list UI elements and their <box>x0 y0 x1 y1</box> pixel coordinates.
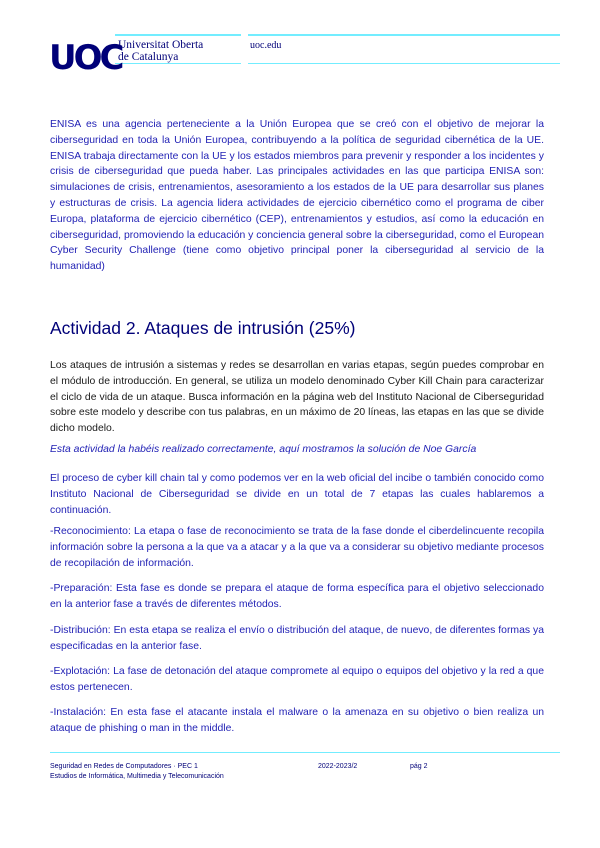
section-title: Actividad 2. Ataques de intrusión (25%) <box>50 318 356 338</box>
answer-intro: El proceso de cyber kill chain tal y como podemos ver en la web oficial del incibe o también conocido como Instituto Nacional de Ciberseguridad se divide en un total de 7 etapas las cuales hablaremos a continuación. <box>50 473 544 516</box>
footer-rule <box>50 752 560 753</box>
answer-stage-distribucion: -Distribución: En esta etapa se realiza el envío o distribución del ataque, de nuevo, de diferentes formas ya especificadas en la anterior fase. <box>50 625 544 652</box>
logo-letters: UOC <box>49 38 122 78</box>
header-rule-logo-bottom <box>115 63 241 64</box>
answer-stage-preparacion: -Preparación: Esta fase es donde se prepara el ataque de forma específica para el objetivo seleccionado en la anterior fase a través de diferentes métodos. <box>50 583 544 610</box>
answer-stage-reconocimiento: -Reconocimiento: La etapa o fase de reconocimiento se trata de la fase donde el ciberdelincuente recopila información sobre la persona a la que va a atacar y a la que va a considerar su objetivo mediante procesos de recopilación de información. <box>50 526 544 569</box>
footer-studies: Estudios de Informática, Multimedia y Telecomunicación <box>50 773 224 780</box>
uoc-logo <box>49 36 122 78</box>
header-rule-left <box>115 34 241 36</box>
university-name-line2: de Catalunya <box>118 51 179 63</box>
answer-stage-instalacion: -Instalación: En esta fase el atacante instala el malware o la amenaza en su objetivo o bien realiza un ataque de phishing o man in the middle. <box>50 707 544 734</box>
footer-year: 2022-2023/2 <box>318 763 358 770</box>
header-rule-site-bottom <box>248 63 560 64</box>
activity-statement: Los ataques de intrusión a sistemas y redes se desarrollan en varias etapas, según puedes comprobar en el módulo de introducción. En general, se utiliza un modelo denominado Cyber Kill Chain para caracterizar el ciclo de vida de un ataque. Busca información en la página web del Instituto Nacional de Ciberseguridad sobre este modelo y describe con tus palabras, en un máximo de 20 líneas, las etapas en las que se divide dicho modelo. <box>50 360 544 435</box>
header-rule-right <box>248 34 560 36</box>
solution-note: Esta actividad la habéis realizado correctamente, aquí mostramos la solución de Noe García <box>50 444 477 455</box>
site-url[interactable]: uoc.edu <box>250 40 282 51</box>
footer-page-number: pág 2 <box>410 763 428 770</box>
footer-course: Seguridad en Redes de Computadores · PEC 1 <box>50 763 198 770</box>
intro-paragraph: ENISA es una agencia perteneciente a la Unión Europea que se creó con el objetivo de mejorar la ciberseguridad en toda la Unión Europea, contribuyendo a la política de seguridad cibernética de la UE. ENISA trabaja directamente con la UE y los estados miembros para prevenir y responder a los incidentes y crisis de ciberseguridad que pueda haber. Las principales actividades en las que participa ENISA son: simulaciones de crisis, entrenamientos, asesoramiento a los estados de la UE para desarrollar sus planes y estructuras de crisis. La agencia lidera actividades de ejercicio cibernético como el programa de ciber Europa, plataforma de ejercicio cibernético (CEP), entrenamientos y estudios, así como la educación en ciberseguridad, promoviendo la educación y conciencia general sobre la ciberseguridad, como el European Cyber Security Challenge (tiene como objetivo principal poner la ciberseguridad al servicio de la humanidad) <box>50 119 544 273</box>
answer-stage-explotacion: -Explotación: La fase de detonación del ataque compromete al equipo o equipos del objetivo y la red a que estos pertenecen. <box>50 666 544 693</box>
university-name-line1: Universitat Oberta <box>118 39 204 51</box>
university-name <box>118 39 203 63</box>
